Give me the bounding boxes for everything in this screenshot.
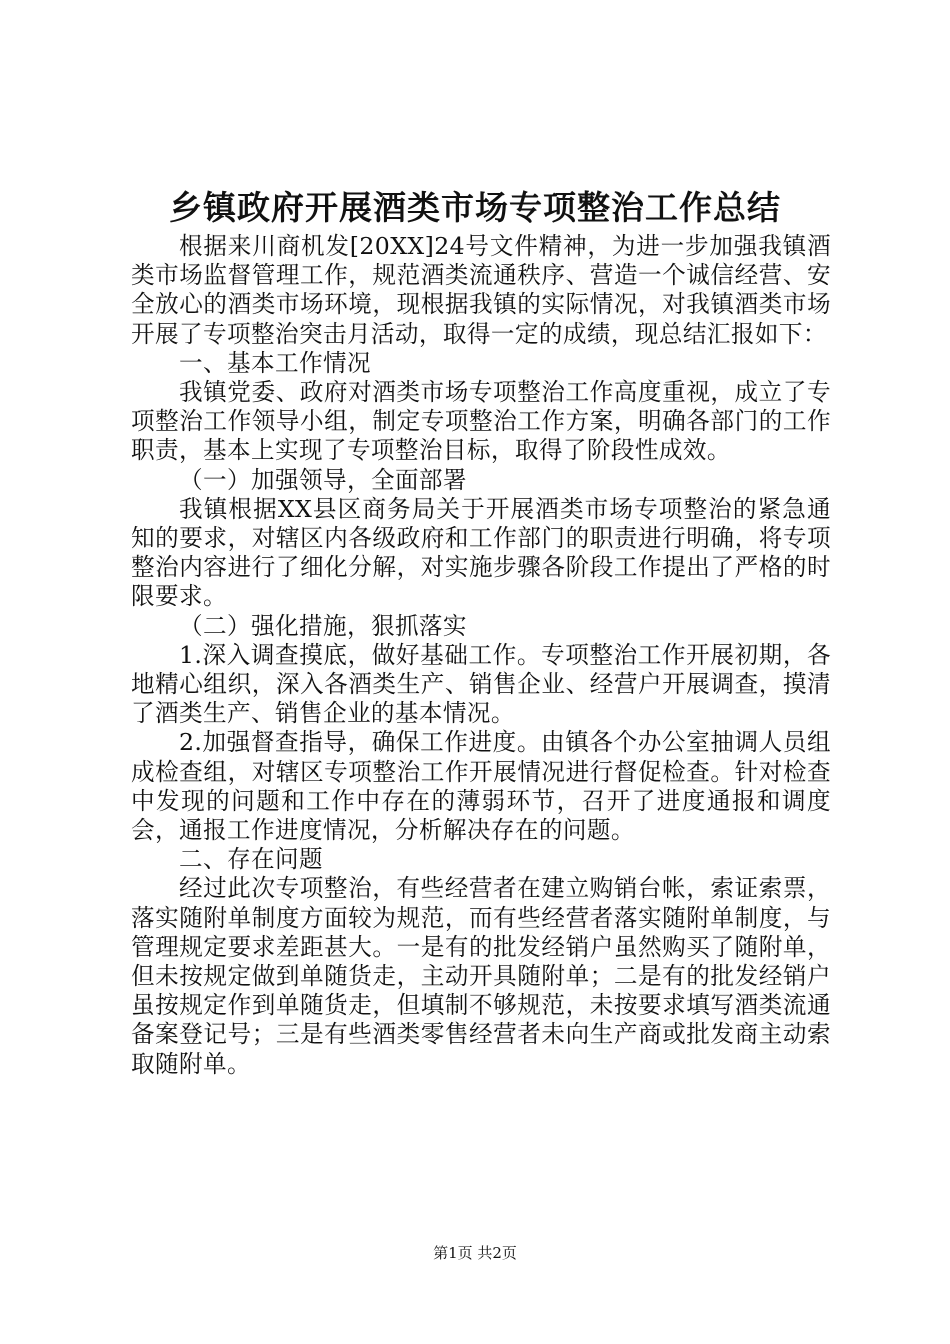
problems-paragraph: 经过此次专项整治，有些经营者在建立购销台帐，索证索票，落实随附单制度方面较为规范，而有些经营者落实随附单制度，与管理规定要求差距甚大。一是有的批发经销户虽然购买了随附单，但未按规定做到单随货走，主动开具随附单；二是有的批发经销户虽按规定作到单随货走，但填制不够规范，未按要求填写酒类流通备案登记号；三是有些酒类零售经营者未向生产商或批发商主动索取随附单。 xyxy=(131,874,831,1078)
section-heading-basic-work: 一、基本工作情况 xyxy=(179,348,371,377)
page-footer: 第1页 共2页 xyxy=(433,1244,517,1262)
subheading-leadership: （一）加强领导，全面部署 xyxy=(179,465,467,494)
leadership-paragraph: 我镇根据XX县区商务局关于开展酒类市场专项整治的紧急通知的要求，对辖区内各级政府和工作部门的职责进行明确，将专项整治内容进行了细化分解，对实施步骤各阶段工作提出了严格的时限要求。 xyxy=(131,494,831,611)
measure-item-2: 2.加强督查指导，确保工作进度。由镇各个办公室抽调人员组成检查组，对辖区专项整治工作开展情况进行督促检查。针对检查中发现的问题和工作中存在的薄弱环节，召开了进度通报和调度会，通报工作进度情况，分析解决存在的问题。 xyxy=(131,728,831,845)
subheading-measures: （二）强化措施，狠抓落实 xyxy=(179,611,467,640)
intro-paragraph: 根据来川商机发[20XX]24号文件精神，为进一步加强我镇酒类市场监督管理工作，规范酒类流通秩序、营造一个诚信经营、安全放心的酒类市场环境，现根据我镇的实际情况，对我镇酒类市场开展了专项整治突击月活动，取得一定的成绩，现总结汇报如下： xyxy=(131,232,831,348)
document-body xyxy=(131,232,831,1079)
basic-work-paragraph: 我镇党委、政府对酒类市场专项整治工作高度重视，成立了专项整治工作领导小组，制定专项整治工作方案，明确各部门的工作职责，基本上实现了专项整治目标，取得了阶段性成效。 xyxy=(131,378,831,465)
document-title: 乡镇政府开展酒类市场专项整治工作总结 xyxy=(169,188,781,227)
section-heading-problems: 二、存在问题 xyxy=(179,845,323,874)
measure-item-1: 1.深入调查摸底，做好基础工作。专项整治工作开展初期，各地精心组织，深入各酒类生产、销售企业、经营户开展调查，摸清了酒类生产、销售企业的基本情况。 xyxy=(131,640,831,728)
